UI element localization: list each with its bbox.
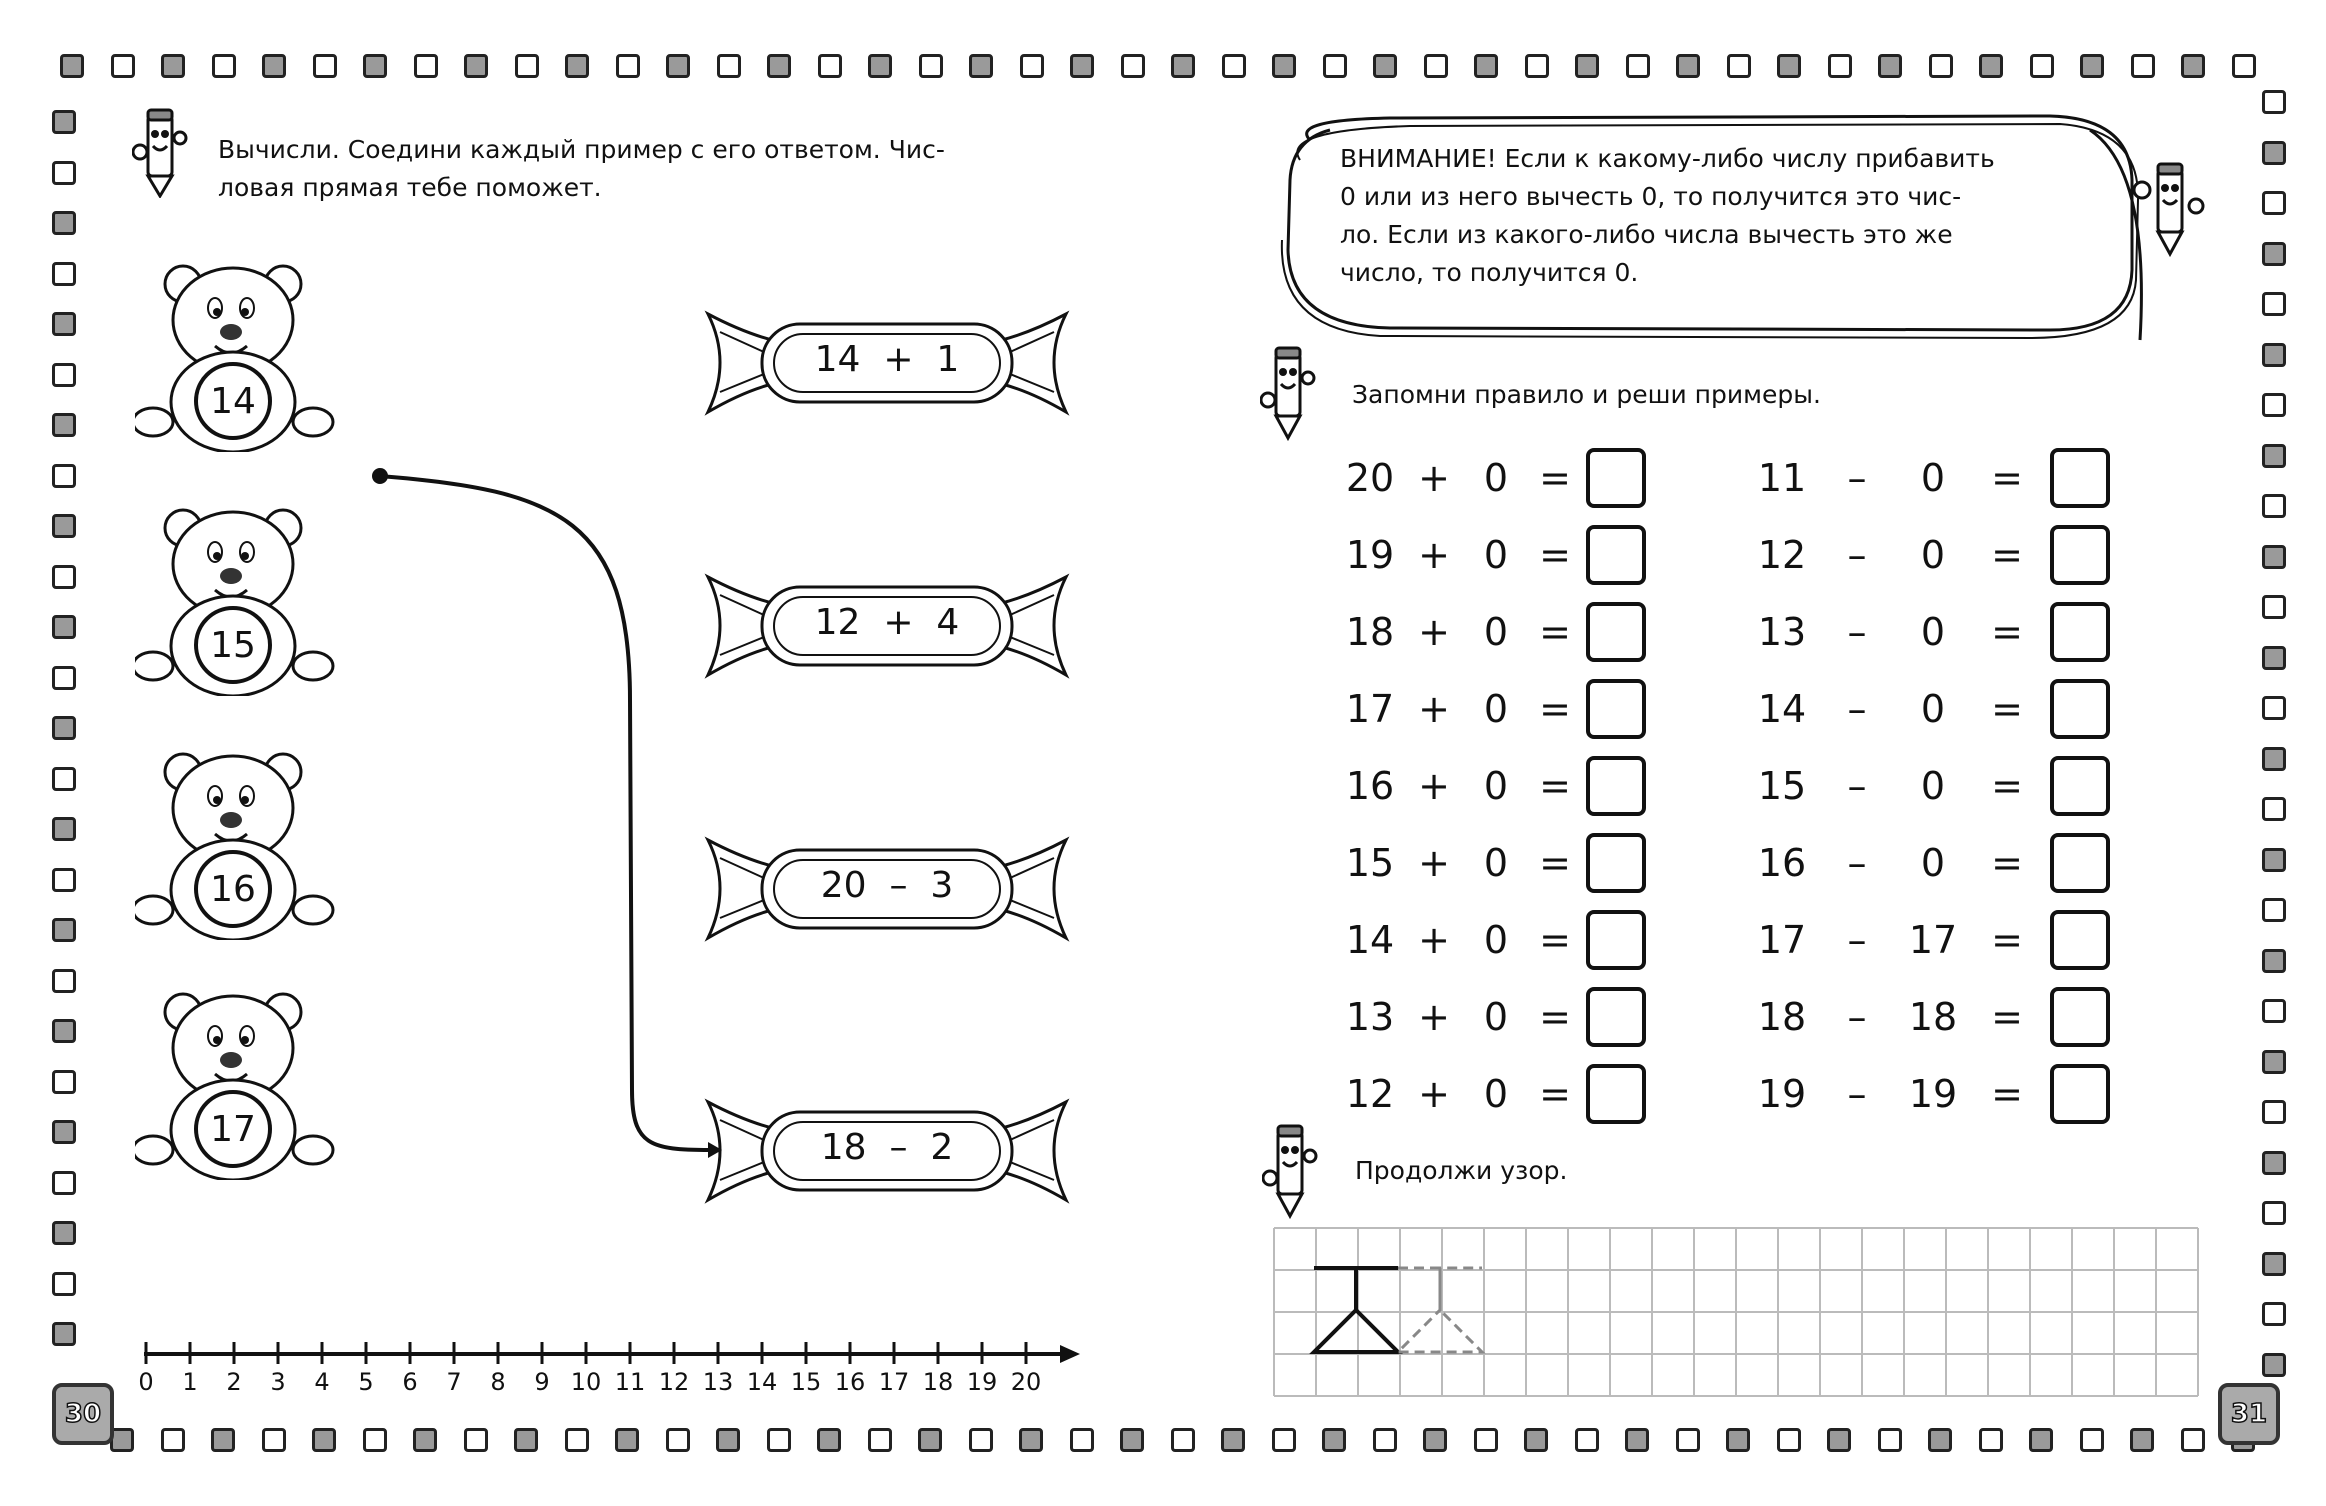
operand-b: 0 [1483,1072,1509,1116]
pattern-grid[interactable] [1272,1226,2208,1398]
operand-b: 17 [1908,918,1958,962]
answer-box[interactable] [2050,987,2110,1047]
answer-box[interactable] [2050,448,2110,508]
operator: + [1418,610,1450,654]
operand-a: 12 [1757,533,1807,577]
operand-a: 18 [820,1127,867,1168]
equation-row [1752,527,2110,583]
equation-row [1340,527,1646,583]
number-line [130,1330,1090,1370]
equation-row [1340,1066,1646,1122]
bear-number: 14 [194,362,272,440]
number-line-label: 4 [314,1368,330,1396]
warning-line-2: 0 или из него вычесть 0, то получится это чис- [1340,182,1962,211]
operator: – [1847,764,1867,808]
answer-box[interactable] [2050,833,2110,893]
answer-box[interactable] [2050,525,2110,585]
equals-sign: = [1539,533,1571,577]
operand-a: 15 [1757,764,1807,808]
equals-sign: = [1539,764,1571,808]
answer-box[interactable] [1586,525,1646,585]
instruction-solve: Запомни правило и реши примеры. [1352,380,1821,409]
equation-row [1752,1066,2110,1122]
equals-sign: = [1539,610,1571,654]
instruction-line-1: Вычисли. Соедини каждый пример с его ответом. Чис- [218,135,945,164]
operand-a: 13 [1345,995,1395,1039]
number-line-label: 16 [834,1368,866,1396]
equation-row [1340,835,1646,891]
equation-row [1340,604,1646,660]
operand-a: 14 [1757,687,1807,731]
equation-row [1752,450,2110,506]
operand-a: 16 [1345,764,1395,808]
equation-row [1340,989,1646,1045]
operator: – [1847,1072,1867,1116]
operand-a: 12 [1345,1072,1395,1116]
operator: + [883,339,914,380]
number-line-label: 9 [534,1368,550,1396]
operand-a: 20 [1345,456,1395,500]
operand-a: 20 [820,865,867,906]
equals-sign: = [1991,456,2023,500]
number-line-label: 14 [746,1368,778,1396]
equation-row [1340,450,1646,506]
answer-box[interactable] [2050,679,2110,739]
pattern-dashed [1398,1268,1482,1352]
equation-row [1752,681,2110,737]
equals-sign: = [1539,456,1571,500]
equation-row [1752,604,2110,660]
number-line-label: 15 [790,1368,822,1396]
operator: – [1847,918,1867,962]
operator: – [889,1127,908,1168]
answer-box[interactable] [1586,833,1646,893]
operator: + [1418,918,1450,962]
operand-b: 19 [1908,1072,1958,1116]
operand-b: 0 [1920,841,1946,885]
operator: + [883,602,914,643]
number-line-label: 6 [402,1368,418,1396]
operand-b: 1 [936,339,960,380]
operand-a: 19 [1345,533,1395,577]
operand-b: 0 [1920,533,1946,577]
operand-a: 19 [1757,1072,1807,1116]
answer-box[interactable] [2050,1064,2110,1124]
warning-line-4: число, то получится 0. [1340,258,1639,287]
operator: + [1418,456,1450,500]
operator: + [1418,687,1450,731]
equation-row [1752,989,2110,1045]
equals-sign: = [1539,1072,1571,1116]
warning-text [1340,140,2100,292]
operator: – [1847,610,1867,654]
answer-box[interactable] [1586,448,1646,508]
equals-sign: = [1991,533,2023,577]
number-line-label: 17 [878,1368,910,1396]
answer-box[interactable] [1586,910,1646,970]
equation-row [1340,681,1646,737]
operand-b: 0 [1920,456,1946,500]
number-line-label: 5 [358,1368,374,1396]
number-line-label: 11 [614,1368,646,1396]
operator: + [1418,995,1450,1039]
operand-b: 0 [1920,610,1946,654]
equals-sign: = [1991,610,2023,654]
operand-a: 14 [814,339,861,380]
operator: – [1847,533,1867,577]
equals-sign: = [1539,841,1571,885]
operator: – [1847,456,1867,500]
operator: – [1847,841,1867,885]
number-line-label: 13 [702,1368,734,1396]
operator: + [1418,533,1450,577]
operand-b: 3 [930,865,954,906]
operand-a: 17 [1345,687,1395,731]
operand-a: 12 [814,602,861,643]
number-line-label: 3 [270,1368,286,1396]
pencil-mascot-icon [2130,160,2210,260]
page-number-left: 30 [52,1383,114,1445]
instruction-pattern: Продолжи узор. [1355,1156,1568,1185]
operand-a: 17 [1757,918,1807,962]
page-number-right: 31 [2218,1383,2280,1445]
operand-b: 0 [1483,995,1509,1039]
equation-row [1752,835,2110,891]
equation-row [1340,912,1646,968]
bear-number: 15 [194,606,272,684]
operand-b: 0 [1483,687,1509,731]
operand-a: 15 [1345,841,1395,885]
operand-b: 0 [1483,610,1509,654]
operand-b: 0 [1920,687,1946,731]
operator: + [1418,1072,1450,1116]
operand-a: 11 [1757,456,1807,500]
pencil-mascot-icon [1260,344,1316,444]
operand-a: 18 [1757,995,1807,1039]
number-line-label: 19 [966,1368,998,1396]
equals-sign: = [1539,918,1571,962]
number-line-label: 7 [446,1368,462,1396]
equals-sign: = [1991,841,2023,885]
instruction-line-2: ловая прямая тебе поможет. [218,173,602,202]
answer-box[interactable] [2050,910,2110,970]
number-line-label: 1 [182,1368,198,1396]
answer-box[interactable] [1586,1064,1646,1124]
operand-b: 0 [1483,533,1509,577]
operand-b: 0 [1483,918,1509,962]
bear-number: 16 [194,850,272,928]
answer-box[interactable] [2050,756,2110,816]
answer-box[interactable] [1586,602,1646,662]
number-line-label: 2 [226,1368,242,1396]
number-line-label: 20 [1010,1368,1042,1396]
operand-b: 0 [1920,764,1946,808]
equation-row [1340,758,1646,814]
equals-sign: = [1991,764,2023,808]
number-line-label: 12 [658,1368,690,1396]
operator: – [889,865,908,906]
number-line-label: 8 [490,1368,506,1396]
operator: – [1847,687,1867,731]
equation-row [1752,758,2110,814]
equals-sign: = [1991,995,2023,1039]
equals-sign: = [1991,687,2023,731]
operand-a: 14 [1345,918,1395,962]
operand-b: 4 [936,602,960,643]
operator: + [1418,764,1450,808]
equals-sign: = [1539,995,1571,1039]
operator: + [1418,841,1450,885]
operand-b: 0 [1483,456,1509,500]
warning-line-3: ло. Если из какого-либо числа вычесть это же [1340,220,1953,249]
equation-row [1752,912,2110,968]
answer-box[interactable] [1586,756,1646,816]
equals-sign: = [1991,1072,2023,1116]
number-line-label: 18 [922,1368,954,1396]
equals-sign: = [1539,687,1571,731]
operand-a: 16 [1757,841,1807,885]
number-line-label: 10 [570,1368,602,1396]
operand-b: 0 [1483,764,1509,808]
pattern-solid [1314,1268,1398,1352]
equals-sign: = [1991,918,2023,962]
operand-b: 0 [1483,841,1509,885]
operand-a: 13 [1757,610,1807,654]
operand-b: 2 [930,1127,954,1168]
answer-box[interactable] [1586,679,1646,739]
number-line-label: 0 [138,1368,154,1396]
operator: – [1847,995,1867,1039]
bear-number: 17 [194,1090,272,1168]
answer-box[interactable] [2050,602,2110,662]
operand-a: 18 [1345,610,1395,654]
pencil-mascot-icon [1262,1122,1318,1222]
warning-line-1: ВНИМАНИЕ! Если к какому-либо числу прибавить [1340,144,1995,173]
operand-b: 18 [1908,995,1958,1039]
answer-box[interactable] [1586,987,1646,1047]
